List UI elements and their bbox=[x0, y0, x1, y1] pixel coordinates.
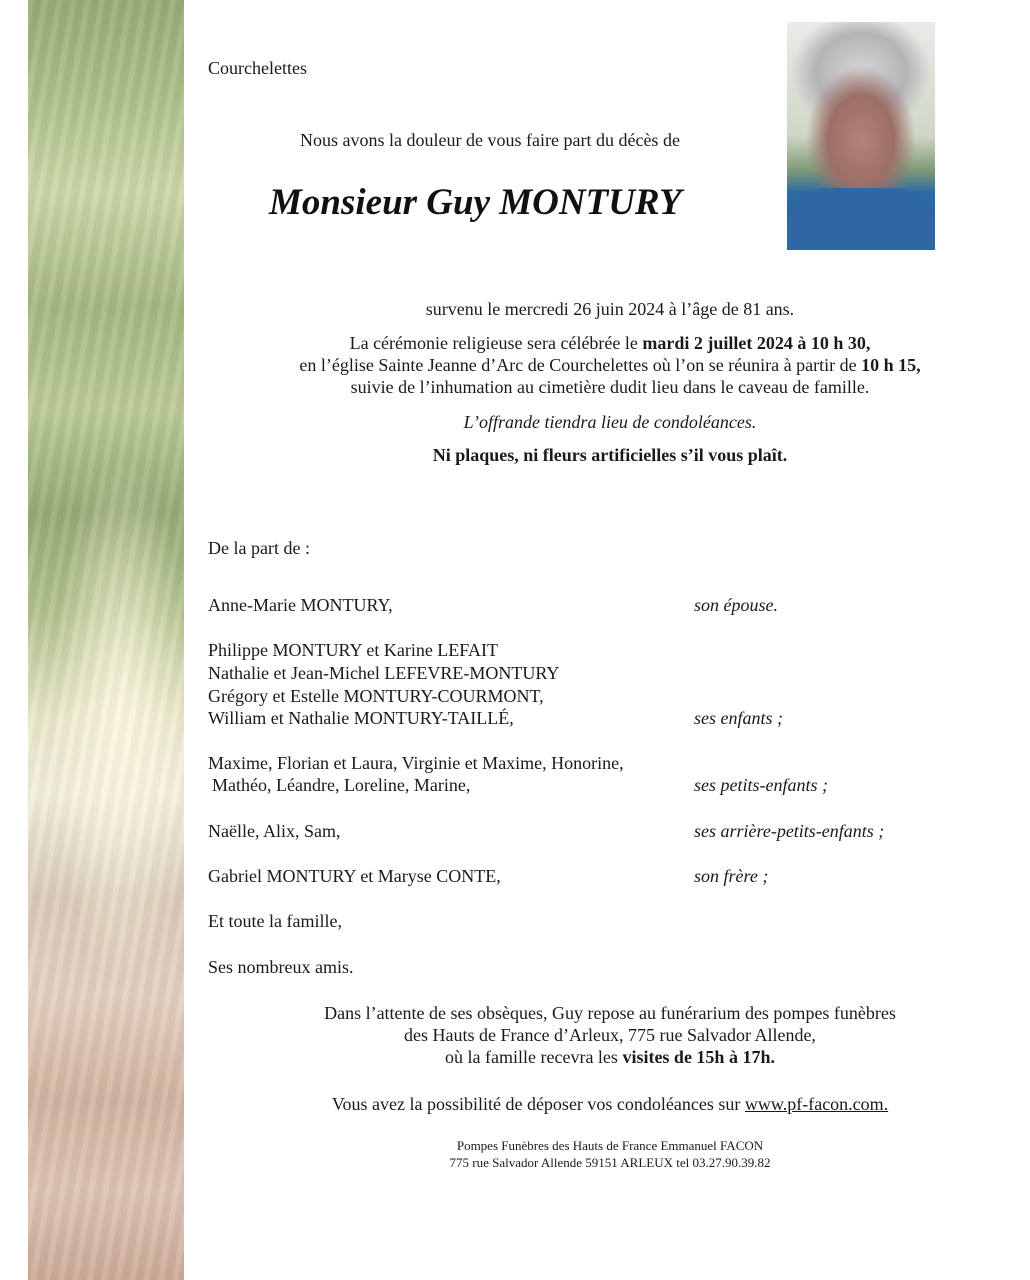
footer-line-1: Pompes Funèbres des Hauts de France Emmanuel FACON bbox=[456, 1138, 764, 1153]
ceremony-line-2 bbox=[250, 354, 970, 376]
death-line: survenu le mercredi 26 juin 2024 à l’âge de 81 ans. bbox=[425, 299, 795, 319]
ceremony-line-1 bbox=[260, 332, 960, 354]
rest-line-1: Dans l’attente de ses obsèques, Guy repose au funérarium des pompes funèbres bbox=[324, 1003, 896, 1023]
grandchildren-line: Mathéo, Léandre, Loreline, Marine, bbox=[212, 775, 471, 795]
forest-path-image-strip bbox=[28, 0, 184, 1280]
ceremony-place: en l’église Sainte Jeanne d’Arc de Courchelettes où l’on se réunira à partir de bbox=[299, 355, 862, 375]
portrait-photo bbox=[787, 22, 935, 250]
town-name: Courchelettes bbox=[208, 58, 307, 78]
grandchildren-line: Maxime, Florian et Laura, Virginie et Maxime, Honorine, bbox=[208, 753, 624, 773]
grandchildren-relation: ses petits-enfants ; bbox=[694, 775, 828, 795]
child-line: William et Nathalie MONTURY-TAILLÉ, bbox=[208, 708, 514, 728]
ceremony-line-3: suivie de l’inhumation au cimetière dudit lieu dans le caveau de famille. bbox=[350, 377, 870, 397]
children-relation: ses enfants ; bbox=[694, 708, 783, 728]
ceremony-gather-time: 10 h 15, bbox=[861, 355, 921, 375]
rest-line-2: des Hauts de France d’Arleux, 775 rue Salvador Allende, bbox=[404, 1025, 816, 1045]
great-grandchildren-names: Naëlle, Alix, Sam, bbox=[208, 821, 341, 841]
condolences-line bbox=[250, 1093, 970, 1115]
whole-family-line: Et toute la famille, bbox=[208, 911, 342, 931]
rest-line-3 bbox=[300, 1046, 920, 1068]
ceremony-text: La cérémonie religieuse sera célébrée le bbox=[349, 333, 643, 353]
ceremony-date: mardi 2 juillet 2024 à 10 h 30, bbox=[642, 333, 871, 353]
brother-names: Gabriel MONTURY et Maryse CONTE, bbox=[208, 866, 501, 886]
friends-line: Ses nombreux amis. bbox=[208, 957, 354, 977]
deceased-name: Monsieur Guy MONTURY bbox=[269, 182, 682, 223]
wife-name: Anne-Marie MONTURY, bbox=[208, 595, 393, 615]
child-line: Nathalie et Jean-Michel LEFEVRE-MONTURY bbox=[208, 663, 560, 683]
intro-line: Nous avons la douleur de vous faire part du décès de bbox=[300, 130, 680, 150]
great-grandchildren-relation: ses arrière-petits-enfants ; bbox=[694, 821, 885, 841]
rest-visits-text: où la famille recevra les bbox=[445, 1047, 623, 1067]
child-line: Grégory et Estelle MONTURY-COURMONT, bbox=[208, 686, 544, 706]
child-line: Philippe MONTURY et Karine LEFAIT bbox=[208, 640, 498, 660]
wife-relation: son épouse. bbox=[694, 595, 778, 615]
from-label: De la part de : bbox=[208, 538, 310, 558]
portrait-shirt bbox=[787, 188, 935, 250]
brother-relation: son frère ; bbox=[694, 866, 769, 886]
footer-line-2: 775 rue Salvador Allende 59151 ARLEUX tel 03.27.90.39.82 bbox=[449, 1155, 771, 1170]
rest-visits-hours: visites de 15h à 17h. bbox=[622, 1047, 775, 1067]
no-flowers-note: Ni plaques, ni fleurs artificielles s’il vous plaît. bbox=[432, 445, 788, 465]
offering-note: L’offrande tiendra lieu de condoléances. bbox=[463, 412, 757, 432]
condolences-text: Vous avez la possibilité de déposer vos condoléances sur bbox=[331, 1094, 745, 1114]
condolences-link[interactable]: www.pf-facon.com. bbox=[744, 1094, 889, 1114]
